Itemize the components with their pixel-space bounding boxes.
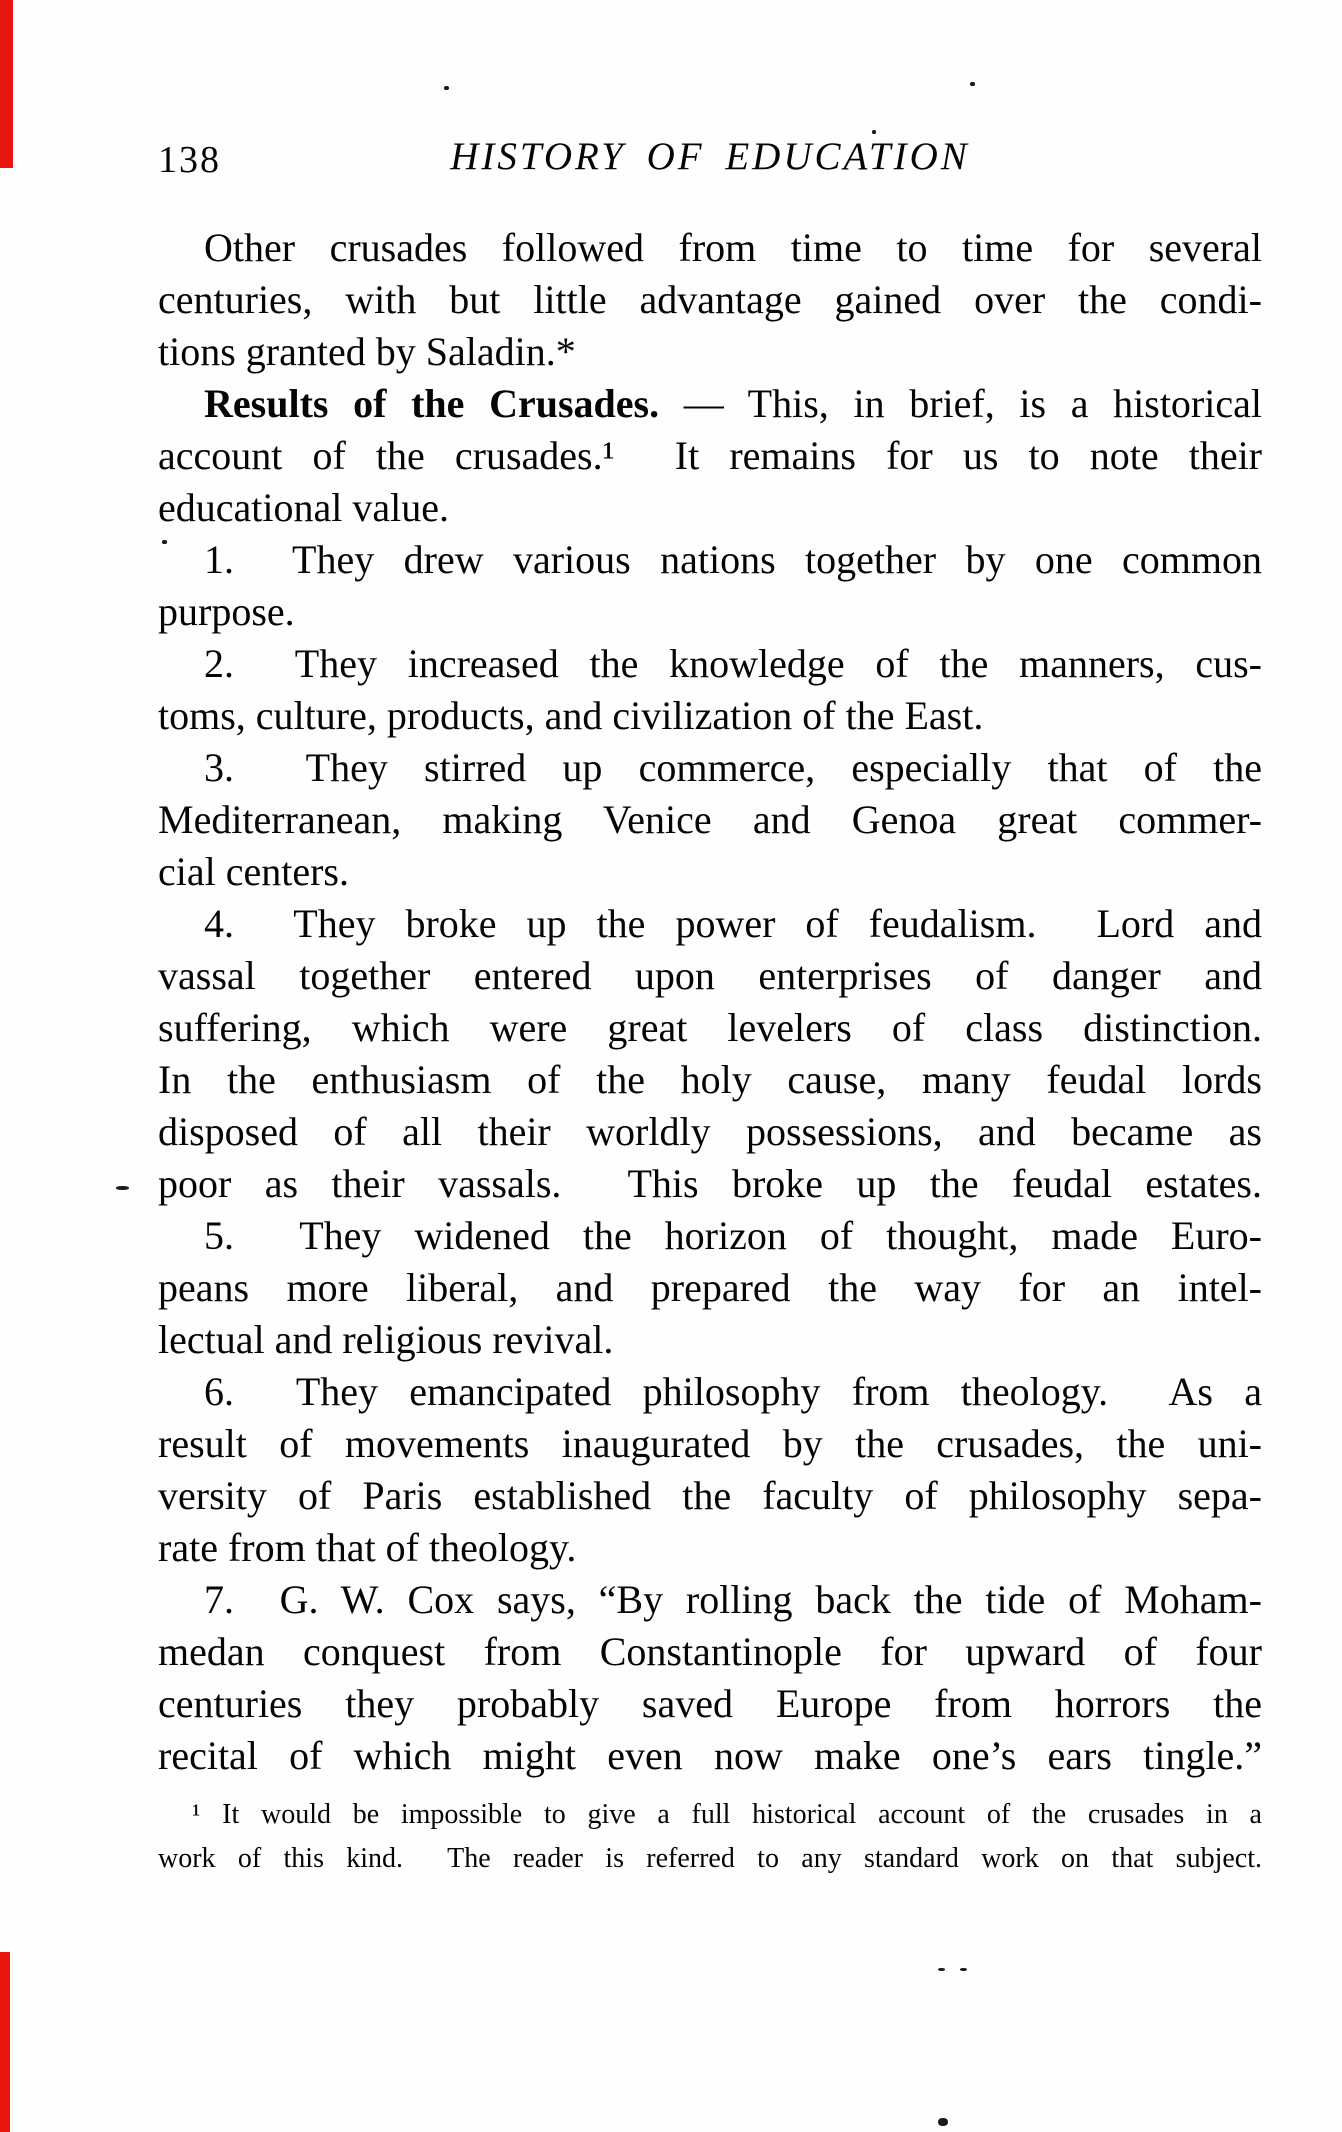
text-line: 7. G. W. Cox says, “By rolling back the tide of Moham-: [204, 1577, 1262, 1622]
scan-speck: [970, 82, 975, 86]
text-line: poor as their vassals. This broke up the feudal estates.: [158, 1161, 1262, 1206]
scan-speck: [444, 86, 449, 90]
text-line: lectual and religious revival.: [158, 1317, 614, 1362]
text-line: 4. They broke up the power of feudalism. Lord and: [204, 901, 1262, 946]
text-line: result of movements inaugurated by the crusades, the uni-: [158, 1421, 1262, 1466]
text-line: toms, culture, products, and civilization of the East.: [158, 693, 984, 738]
text-line: disposed of all their worldly possessions, and became as: [158, 1109, 1262, 1154]
scan-speck: [872, 130, 876, 134]
scan-speck: [938, 1968, 945, 1971]
text-line: educational value.: [158, 485, 449, 530]
scan-speck: [960, 1968, 967, 1971]
text-line: 6. They emancipated philosophy from theology. As a: [204, 1369, 1262, 1414]
text-line: 5. They widened the horizon of thought, made Euro-: [204, 1213, 1262, 1258]
text-line: 3. They stirred up commerce, especially that of the: [204, 745, 1262, 790]
text-line: versity of Paris established the faculty of philosophy sepa-: [158, 1473, 1262, 1518]
scan-edge-red-top: [0, 0, 13, 168]
bold-lead-in: Results of the Crusades.: [204, 381, 660, 426]
text-segment: — This, in brief, is a historical: [659, 381, 1262, 426]
text-line: centuries, with but little advantage gained over the condi-: [158, 277, 1262, 322]
scan-speck: [116, 1186, 129, 1190]
text-line: vassal together entered upon enterprises of danger and: [158, 953, 1262, 998]
text-line: peans more liberal, and prepared the way for an intel-: [158, 1265, 1262, 1310]
text-line: purpose.: [158, 589, 295, 634]
scan-speck: [162, 540, 167, 544]
text-line: ¹ It would be impossible to give a full historical account of the crusades in a: [192, 1799, 1262, 1830]
text-line: Other crusades followed from time to time for several: [204, 225, 1262, 270]
text-line: recital of which might even now make one’s ears tingle.”: [158, 1733, 1262, 1778]
footnote: [158, 1793, 1262, 1881]
text-line: 2. They increased the knowledge of the manners, cus-: [204, 641, 1262, 686]
body-text: [158, 222, 1262, 1782]
text-line: cial centers.: [158, 849, 349, 894]
scan-edge-red-bottom: [0, 1952, 10, 2132]
text-line: 1. They drew various nations together by one common: [204, 537, 1262, 582]
text-line: Mediterranean, making Venice and Genoa great commer-: [158, 797, 1262, 842]
text-line: rate from that of theology.: [158, 1525, 577, 1570]
scan-speck: [938, 2118, 948, 2126]
text-line: medan conquest from Constantinople for upward of four: [158, 1629, 1262, 1674]
text-line: centuries they probably saved Europe from horrors the: [158, 1681, 1262, 1726]
text-line: work of this kind. The reader is referred to any standard work on that subject.: [158, 1843, 1262, 1874]
running-header: HISTORY OF EDUCATION: [450, 135, 970, 178]
text-line: [158, 378, 1262, 430]
text-line: In the enthusiasm of the holy cause, many feudal lords: [158, 1057, 1262, 1102]
page-number: 138: [158, 139, 221, 181]
text-line: account of the crusades.¹ It remains for us to note their: [158, 433, 1262, 478]
text-line: suffering, which were great levelers of class distinction.: [158, 1005, 1262, 1050]
text-line: tions granted by Saladin.*: [158, 329, 576, 374]
